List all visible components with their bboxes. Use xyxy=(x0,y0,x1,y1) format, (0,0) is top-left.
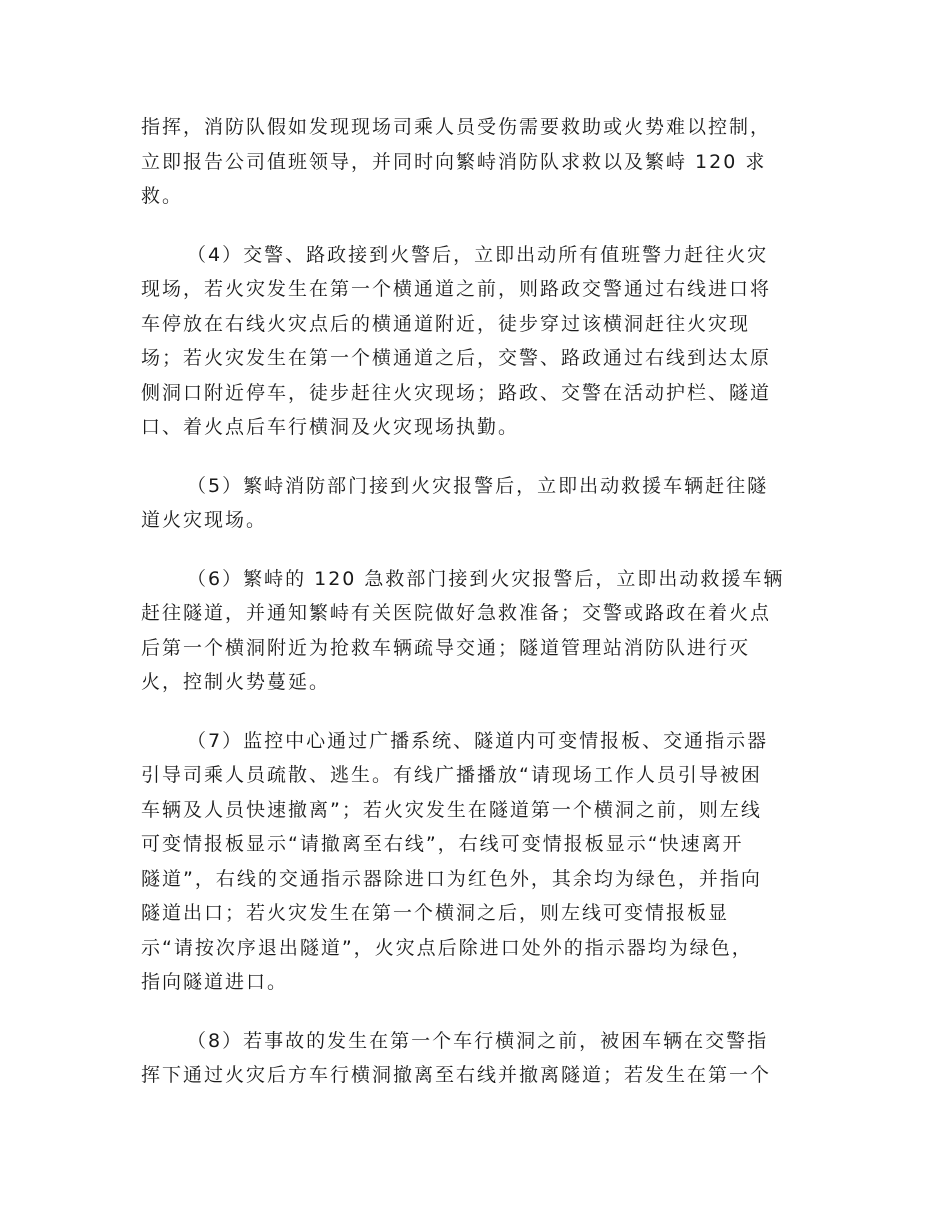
text-line: 火，控制火势蔓延。 xyxy=(141,671,331,693)
text-line: 引导司乘人员疏散、逃生。有线广播播放“请现场工作人员引导被困 xyxy=(141,764,762,786)
text-line: 可变情报板显示“请撤离至右线”，右线可变情报板显示“快速离开 xyxy=(141,833,744,855)
document-body xyxy=(141,110,801,1117)
paragraph-item-4 xyxy=(141,238,801,445)
text-line: （8）若事故的发生在第一个车行横洞之前，被困车辆在交警指 xyxy=(187,1029,769,1052)
text-line: 现场，若火灾发生在第一个横通道之前，则路政交警通过右线进口将 xyxy=(141,278,772,300)
text-line: 立即报告公司值班领导，并同时向繁峙消防队求救以及繁峙 120 求 xyxy=(141,150,767,173)
text-line: 指挥，消防队假如发现现场司乘人员受伤需要救助或火势难以控制， xyxy=(141,116,772,138)
text-line: 道火灾现场。 xyxy=(141,509,268,531)
text-line: 后第一个横洞附近为抢救车辆疏导交通；隧道管理站消防队进行灭 xyxy=(141,636,751,659)
text-line: 口、着火点后车行横洞及火灾现场执勤。 xyxy=(141,416,520,438)
text-line: 隧道出口；若火灾发生在第一个横洞之后，则左线可变情报板显 xyxy=(141,902,730,924)
text-line: 挥下通过火灾后方车行横洞撤离至右线并撤离隧道；若发生在第一个 xyxy=(141,1064,772,1086)
text-line: 指向隧道进口。 xyxy=(141,971,289,993)
paragraph-item-6 xyxy=(141,562,801,700)
text-line: 示“请按次序退出隧道”，火灾点后除进口处外的指示器均为绿色， xyxy=(141,936,753,959)
paragraph-continuation xyxy=(141,110,801,214)
paragraph-item-7 xyxy=(141,724,801,1000)
paragraph-item-5 xyxy=(141,469,801,538)
text-line: （7）监控中心通过广播系统、隧道内可变情报板、交通指示器 xyxy=(187,729,769,752)
text-line: 侧洞口附近停车，徒步赶往火灾现场；路政、交警在活动护栏、隧道 xyxy=(141,381,772,404)
paragraph-item-8 xyxy=(141,1024,801,1093)
text-line: 赶往隧道，并通知繁峙有关医院做好急救准备；交警或路政在着火点 xyxy=(141,602,772,624)
text-line: 场；若火灾发生在第一个横通道之后，交警、路政通过右线到达太原 xyxy=(141,347,772,369)
text-line: （5）繁峙消防部门接到火灾报警后，立即出动救援车辆赶往隧 xyxy=(187,474,769,497)
text-line: （6）繁峙的 120 急救部门接到火灾报警后，立即出动救援车辆 xyxy=(187,567,785,590)
text-line: 隧道”，右线的交通指示器除进口为红色外，其余均为绿色，并指向 xyxy=(141,867,762,890)
text-line: 车停放在右线火灾点后的横通道附近，徒步穿过该横洞赶往火灾现 xyxy=(141,312,751,335)
text-line: 救。 xyxy=(141,185,184,207)
text-line: 车辆及人员快速撤离”；若火灾发生在隧道第一个横洞之前，则左线 xyxy=(141,798,762,821)
text-line: （4）交警、路政接到火警后，立即出动所有值班警力赶往火灾 xyxy=(187,243,769,266)
